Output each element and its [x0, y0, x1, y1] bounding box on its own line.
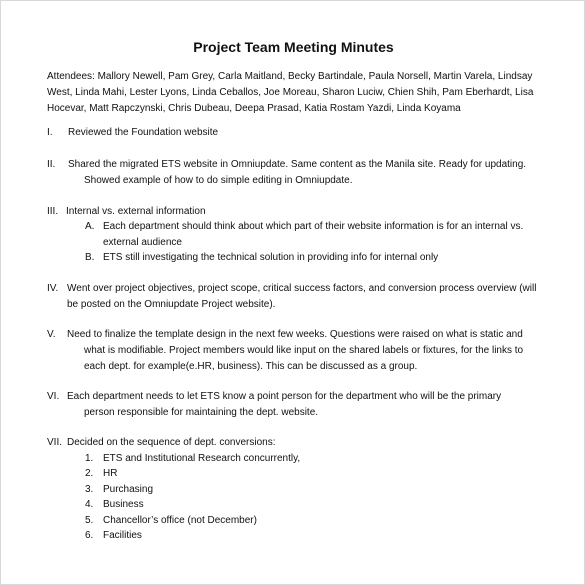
- item-text: Shared the migrated ETS website in Omniupdate. Same content as the Manila site. Ready for updating.: [68, 159, 527, 170]
- item-number: II.: [47, 159, 56, 170]
- item-number: VI.: [47, 391, 60, 402]
- item-text-continued: be posted on the Omniupdate Project website).: [67, 299, 276, 310]
- item-text: Decided on the sequence of dept. conversions:: [67, 437, 276, 448]
- sub-item-number: B.: [85, 252, 95, 263]
- sub-item-text: ETS and Institutional Research concurrently,: [103, 453, 301, 464]
- minutes-item-4: [47, 281, 552, 313]
- sub-item-number: 5.: [85, 515, 94, 526]
- conversion-item-6: [85, 528, 385, 544]
- conversion-item-1: [85, 451, 385, 467]
- minutes-item-6: [47, 389, 552, 421]
- minutes-item-5: [47, 327, 547, 375]
- attendees-paragraph: Attendees: Mallory Newell, Pam Grey, Carla Maitland, Becky Bartindale, Paula Norsell, Martin Varela, Lindsay West, Linda Mahi, Lester Lyons, Linda Ceballos, Joe Moreau, Sharon Luciw, Chien Shih, Pam Eberhardt, Lisa Hocevar, Matt Rapczynski, Chris Dubeau, Deepa Prasad, Katia Rostam Yazdi, Linda Koyama: [47, 71, 534, 114]
- sub-item-b: [85, 250, 545, 266]
- sub-item-number: 3.: [85, 484, 94, 495]
- item-text: Need to finalize the template design in the next few weeks. Questions were raised on what is static and: [67, 329, 523, 340]
- conversion-item-5: [85, 513, 385, 529]
- sub-item-number: 1.: [85, 453, 94, 464]
- sub-item-text: ETS still investigating the technical solution in providing info for internal only: [103, 252, 439, 263]
- item-text-continued: what is modifiable. Project members would like input on the shared labels or fixtures, for the links to each dept. for example(e.HR, business). This can be discussed as a group.: [84, 345, 524, 372]
- sub-item-text: Business: [103, 499, 144, 510]
- sub-item-number: A.: [85, 221, 95, 232]
- sub-item-text: Facilities: [103, 530, 142, 541]
- sub-item-number: 4.: [85, 499, 94, 510]
- minutes-item-2: [47, 157, 552, 189]
- item-text: Internal vs. external information: [66, 206, 206, 217]
- item-text-continued: Showed example of how to do simple editing in Omniupdate.: [84, 175, 353, 186]
- sub-item-text: Chancellor’s office (not December): [103, 515, 257, 526]
- item-text: Went over project objectives, project scope, critical success factors, and conversion process overview (will: [67, 283, 537, 294]
- item-number: IV.: [47, 283, 59, 294]
- sub-item-number: 2.: [85, 468, 94, 479]
- item-text: Each department needs to let ETS know a point person for the department who will be the primary: [67, 391, 502, 402]
- sub-item-number: 6.: [85, 530, 94, 541]
- item-text-continued: person responsible for maintaining the dept. website.: [84, 407, 319, 418]
- item-number: VII.: [47, 437, 63, 448]
- minutes-item-1: [47, 125, 547, 141]
- conversion-item-4: [85, 497, 385, 513]
- sub-item-text: HR: [103, 468, 118, 479]
- conversion-item-2: [85, 466, 385, 482]
- conversion-item-3: [85, 482, 385, 498]
- sub-item-text: Purchasing: [103, 484, 154, 495]
- item-number: I.: [47, 127, 53, 138]
- item-number: V.: [47, 329, 56, 340]
- item-text: Reviewed the Foundation website: [68, 127, 219, 138]
- sub-item-a: [85, 219, 545, 251]
- document-title: Project Team Meeting Minutes: [193, 39, 394, 55]
- item-number: III.: [47, 206, 59, 217]
- sub-item-text: Each department should think about which part of their website information is for an internal vs. external audience: [103, 221, 524, 248]
- minutes-item-7: [47, 435, 547, 451]
- minutes-item-3: [47, 204, 547, 220]
